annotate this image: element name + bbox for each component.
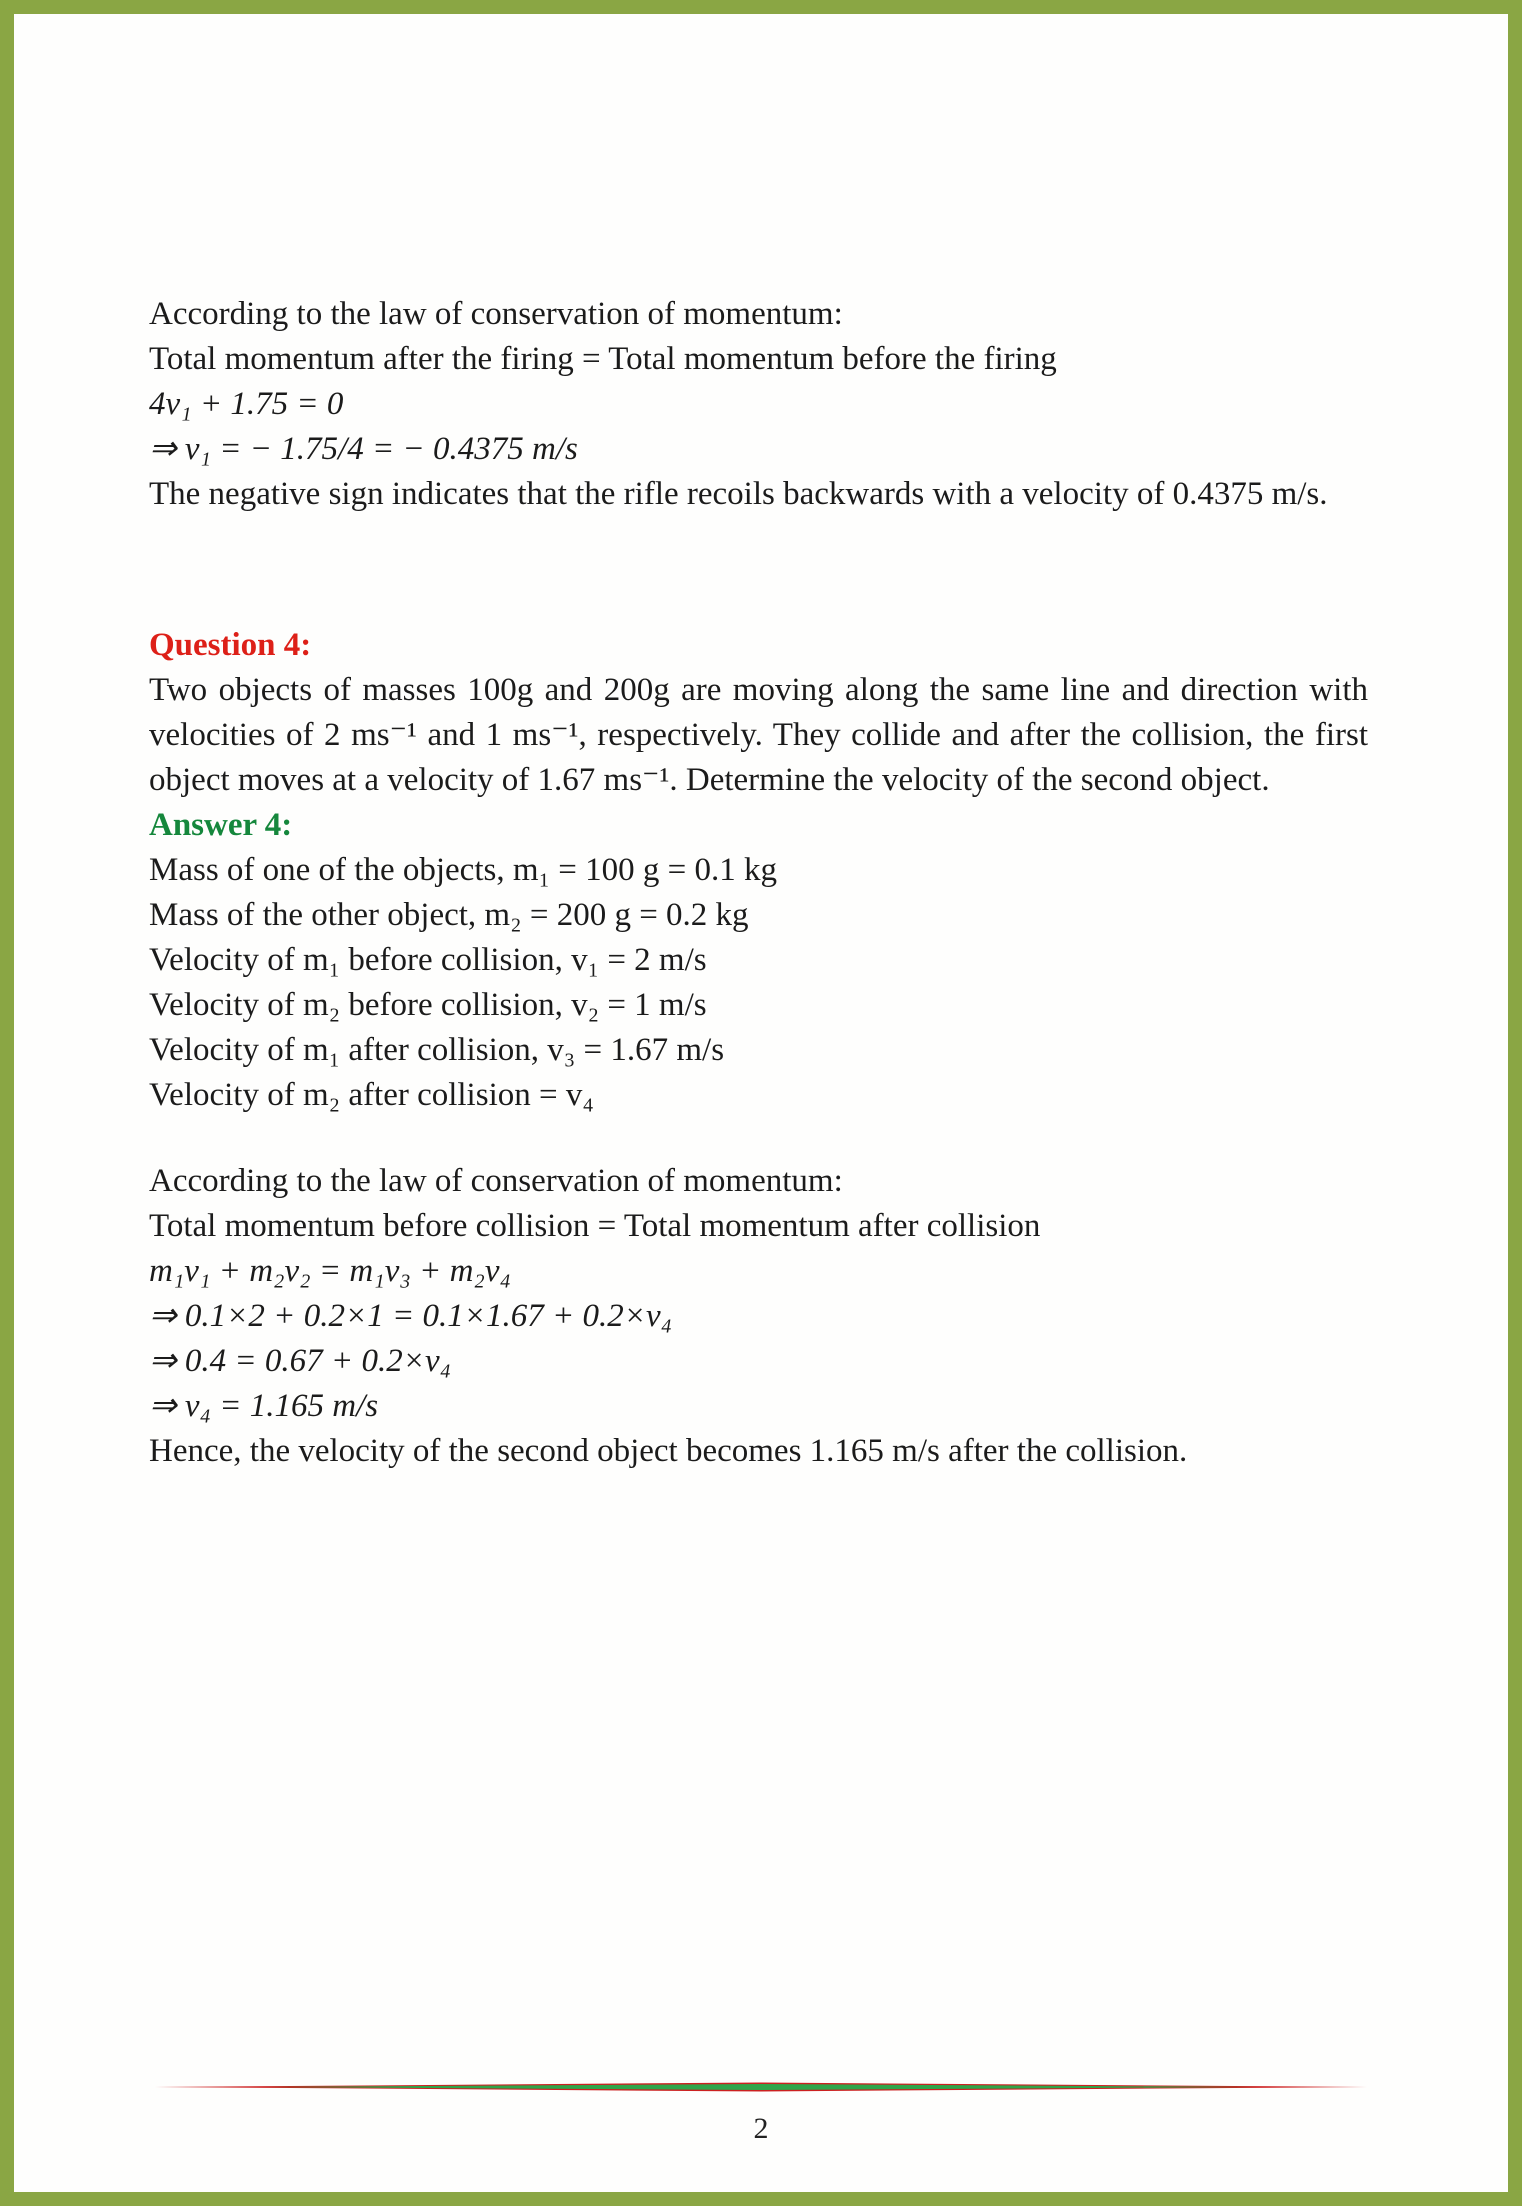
paragraph-line: The negative sign indicates that the rifle recoils backwards with a velocity of 0.4375 m/s. [149,476,1328,512]
paragraph-line: Velocity of m₂ after collision = v₄ [149,1077,594,1113]
paragraph-line: Mass of one of the objects, m₁ = 100 g = 0.1 kg [149,852,777,888]
equation-line: ⇒ v₁ = − 1.75/4 = − 0.4375 m/s [149,431,578,467]
equation-line: ⇒ 0.4 = 0.67 + 0.2×v₄ [149,1343,452,1379]
paragraph-line: Total momentum before collision = Total momentum after collision [149,1208,1041,1244]
spacer [149,517,1368,623]
question-heading: Question 4: [149,627,312,663]
paragraph-line: Total momentum after the firing = Total momentum before the firing [149,341,1057,377]
paragraph-line: Velocity of m₁ before collision, v₁ = 2 m/s [149,942,707,978]
equation-line: ⇒ 0.1×2 + 0.2×1 = 0.1×1.67 + 0.2×v₄ [149,1298,673,1334]
spacer [149,1118,1368,1159]
paragraph-line: Mass of the other object, m₂ = 200 g = 0.2 kg [149,897,749,933]
answer-heading: Answer 4: [149,807,293,843]
equation-line: ⇒ v₄ = 1.165 m/s [149,1388,379,1424]
paragraph-line: Hence, the velocity of the second object becomes 1.165 m/s after the collision. [149,1433,1188,1469]
paragraph-line: Velocity of m₂ before collision, v₂ = 1 m/s [149,987,707,1023]
decorative-divider [155,2080,1367,2092]
paragraph-line: According to the law of conservation of momentum: [149,1163,843,1199]
paragraph-line: Velocity of m₁ after collision, v₃ = 1.67 m/s [149,1032,725,1068]
paragraph-line: According to the law of conservation of momentum: [149,296,843,332]
paragraph-line: Two objects of masses 100g and 200g are moving along the same line and direction with velocities of 2 ms⁻¹ and 1 ms⁻¹, respectively. They collide and after the collision, the first object moves at a velocity of 1.67 ms⁻¹. Determine the velocity of the second object. [149,672,1368,798]
equation-line: 4v₁ + 1.75 = 0 [149,386,344,422]
equation-line: m₁v₁ + m₂v₂ = m₁v₃ + m₂v₄ [149,1253,512,1289]
page-number: 2 [753,2112,769,2145]
divider-graphic [155,2081,1367,2093]
document-content [149,292,1368,1474]
